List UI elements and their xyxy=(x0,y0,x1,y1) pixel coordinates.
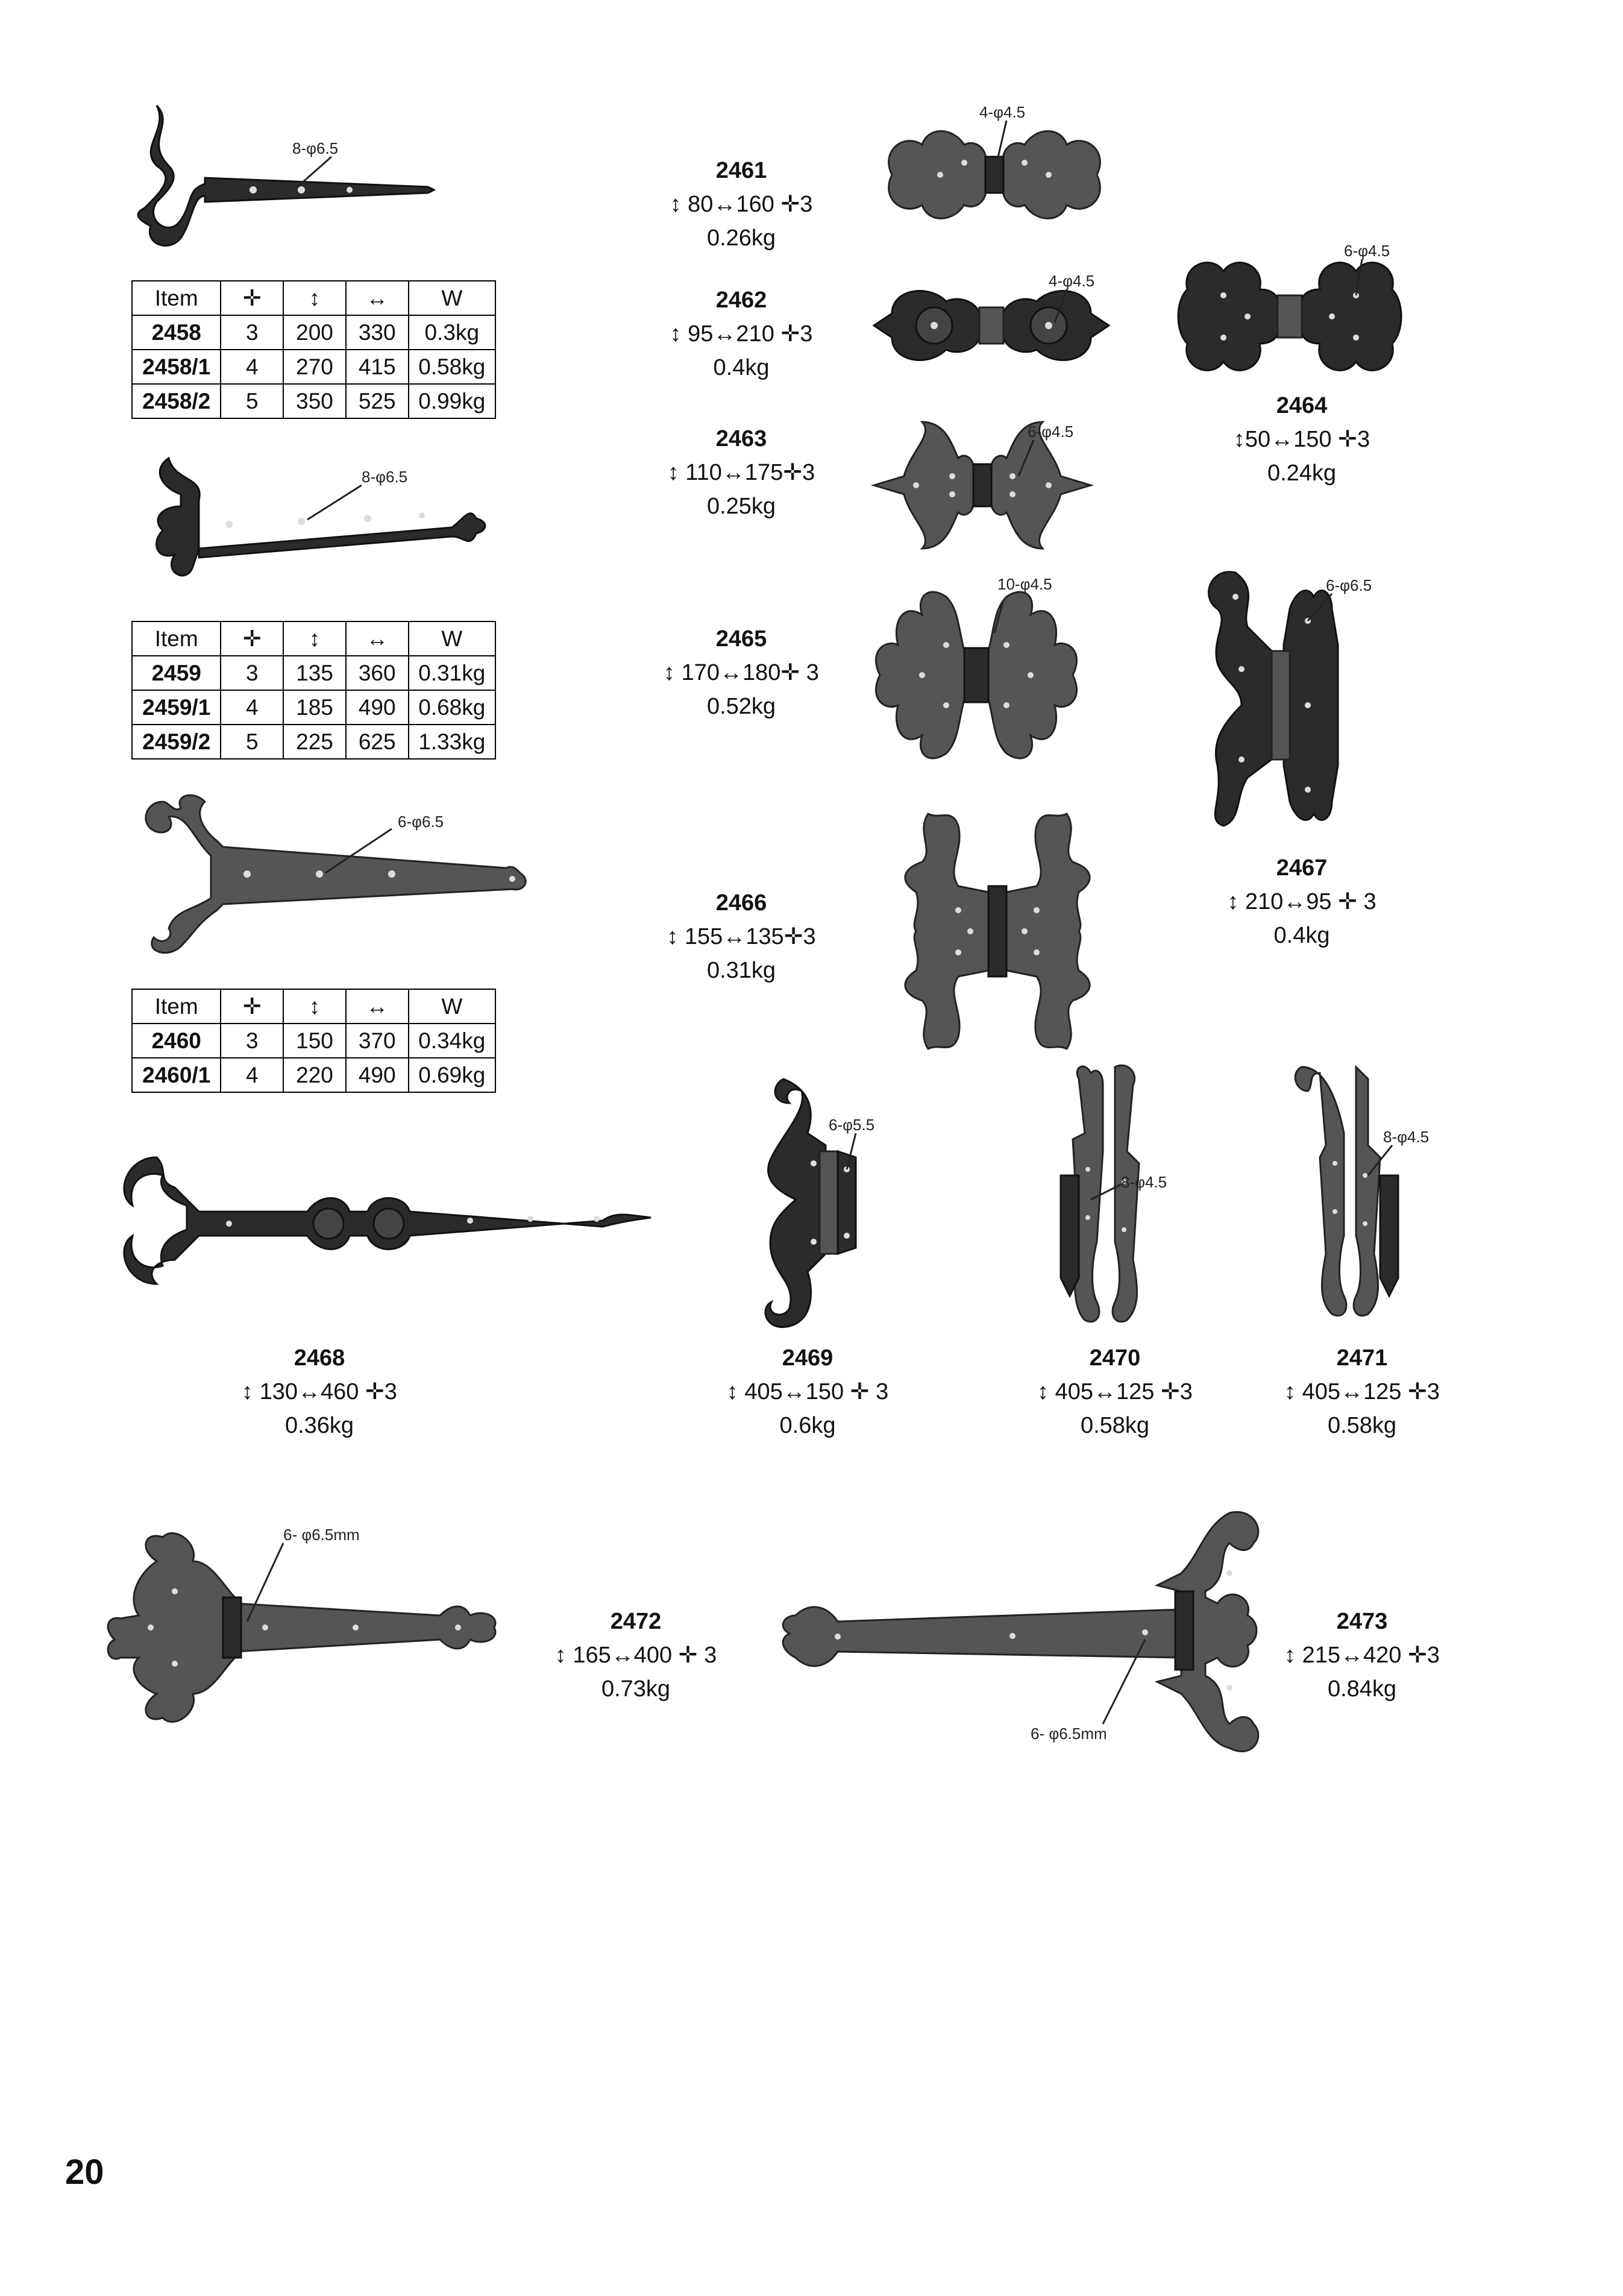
spec-table-2459 xyxy=(131,621,496,760)
hinge-2468-image xyxy=(108,1145,651,1296)
item-2468-caption xyxy=(235,1341,404,1442)
item-code: 2464 xyxy=(1276,393,1328,418)
item-2466-caption xyxy=(663,886,820,987)
item-dims: ↕ 110↔175✛3 xyxy=(667,460,815,485)
item-dims: ↕ 405↔125 ✛3 xyxy=(1284,1379,1440,1404)
item-2467-caption xyxy=(1223,851,1380,952)
hinge-2462-hole-note: 4-φ4.5 xyxy=(1049,272,1095,290)
item-code: 2469 xyxy=(782,1345,833,1371)
item-weight: 0.36kg xyxy=(284,1413,354,1438)
spec-table-2458 xyxy=(131,280,496,419)
page-number: 20 xyxy=(65,2153,104,2192)
item-2473-caption xyxy=(1278,1605,1446,1706)
item-weight: 0.73kg xyxy=(601,1676,671,1702)
item-dims: ↕ 170↔180✛ 3 xyxy=(664,660,819,685)
item-dims: ↕ 210↔95 ✛ 3 xyxy=(1227,889,1377,914)
hinge-2465-image xyxy=(868,573,1085,778)
hinge-2469-image xyxy=(747,1073,904,1332)
table-row: 2460/1 4 220 490 0.69kg xyxy=(132,1058,495,1092)
item-dims: ↕ 165↔400 ✛ 3 xyxy=(554,1643,717,1668)
hinge-2464-image xyxy=(1175,241,1404,392)
item-dims: ↕ 405↔125 ✛3 xyxy=(1037,1379,1193,1404)
hinge-2470-hole-note: 8-φ4.5 xyxy=(1121,1173,1167,1191)
hinge-2471-image xyxy=(1284,1055,1452,1326)
hinge-2464-hole-note: 6-φ4.5 xyxy=(1344,242,1390,260)
hinge-2458-hole-note: 8-φ6.5 xyxy=(292,139,339,157)
hinge-2467-hole-note: 6-φ6.5 xyxy=(1326,576,1372,594)
item-dims: ↕ 95↔210 ✛3 xyxy=(670,321,813,347)
table-row: 2459 3 135 360 0.31kg xyxy=(132,656,495,690)
spec-table-2460 xyxy=(131,989,496,1093)
item-2463-caption xyxy=(663,422,820,523)
item-2472-caption xyxy=(551,1605,720,1706)
table-row: 2460 3 150 370 0.34kg xyxy=(132,1024,495,1058)
table-row: 2459/1 4 185 490 0.68kg xyxy=(132,690,495,725)
hinge-2466-image xyxy=(898,802,1097,1061)
hinge-2473-image xyxy=(771,1501,1266,1760)
item-weight: 0.6kg xyxy=(779,1413,836,1438)
item-code: 2463 xyxy=(715,426,767,451)
table-row: 2458/1 4 270 415 0.58kg xyxy=(132,350,495,384)
item-weight: 0.52kg xyxy=(706,694,776,719)
hinge-2463-image xyxy=(868,410,1097,561)
hinge-2460-image xyxy=(127,790,530,958)
item-code: 2462 xyxy=(715,288,767,313)
item-weight: 0.4kg xyxy=(713,355,770,380)
hinge-2467-image xyxy=(1187,561,1392,838)
hinge-2471-hole-note: 8-φ4.5 xyxy=(1383,1128,1430,1146)
item-code: 2465 xyxy=(715,626,767,652)
hinge-2469-hole-note: 6-φ5.5 xyxy=(829,1116,875,1134)
item-dims: ↕ 405↔150 ✛ 3 xyxy=(726,1379,889,1404)
item-weight: 0.25kg xyxy=(706,494,776,519)
item-code: 2472 xyxy=(610,1609,662,1634)
hinge-2462-image xyxy=(868,271,1115,380)
item-weight: 0.84kg xyxy=(1327,1676,1397,1702)
item-dims: ↕ 80↔160 ✛3 xyxy=(670,192,813,217)
hinge-2470-image xyxy=(1037,1061,1193,1332)
item-dims: ↕ 155↔135✛3 xyxy=(667,924,816,949)
item-2470-caption xyxy=(1031,1341,1199,1442)
hinge-2465-hole-note: 10-φ4.5 xyxy=(997,575,1052,593)
hinge-2461-hole-note: 4-φ4.5 xyxy=(979,103,1026,121)
hinge-2463-hole-note: 6-φ4.5 xyxy=(1028,423,1074,441)
item-weight: 0.58kg xyxy=(1080,1413,1150,1438)
hinge-2472-hole-note: 6- φ6.5mm xyxy=(283,1526,360,1544)
table-row: 2459/2 5 225 625 1.33kg xyxy=(132,725,495,759)
item-dims: ↕ 215↔420 ✛3 xyxy=(1284,1643,1440,1668)
item-2461-caption xyxy=(663,154,820,255)
item-2471-caption xyxy=(1278,1341,1446,1442)
item-dims: ↕50↔150 ✛3 xyxy=(1233,427,1370,452)
hinge-2459-hole-note: 8-φ6.5 xyxy=(362,468,408,486)
hinge-2460-hole-note: 6-φ6.5 xyxy=(398,813,444,831)
item-code: 2470 xyxy=(1089,1345,1141,1371)
item-2462-caption xyxy=(663,283,820,385)
hinge-2461-image xyxy=(880,102,1109,235)
item-code: 2471 xyxy=(1336,1345,1388,1371)
item-2465-caption xyxy=(663,622,820,723)
table-header-row: Item ✛ ↕ ↔ W xyxy=(132,989,495,1024)
item-code: 2468 xyxy=(294,1345,345,1371)
table-row: 2458 3 200 330 0.3kg xyxy=(132,315,495,350)
item-code: 2467 xyxy=(1276,855,1328,881)
item-code: 2473 xyxy=(1336,1609,1388,1634)
item-weight: 0.24kg xyxy=(1267,461,1337,486)
item-code: 2461 xyxy=(715,158,767,183)
item-dims: ↕ 130↔460 ✛3 xyxy=(242,1379,397,1404)
item-code: 2466 xyxy=(715,890,767,916)
item-weight: 0.58kg xyxy=(1327,1413,1397,1438)
item-weight: 0.4kg xyxy=(1273,923,1330,948)
item-2469-caption xyxy=(723,1341,892,1442)
item-weight: 0.31kg xyxy=(706,958,776,983)
item-2464-caption xyxy=(1223,389,1380,490)
hinge-2472-image xyxy=(102,1525,548,1736)
table-header-row: Item ✛ ↕ ↔ W xyxy=(132,621,495,656)
item-weight: 0.26kg xyxy=(706,225,776,251)
table-row: 2458/2 5 350 525 0.99kg xyxy=(132,384,495,418)
hinge-2458-image xyxy=(133,99,446,256)
hinge-2473-hole-note: 6- φ6.5mm xyxy=(1031,1725,1107,1743)
hinge-2459-image xyxy=(139,452,494,591)
table-header-row: Item ✛ ↕ ↔ W xyxy=(132,281,495,315)
